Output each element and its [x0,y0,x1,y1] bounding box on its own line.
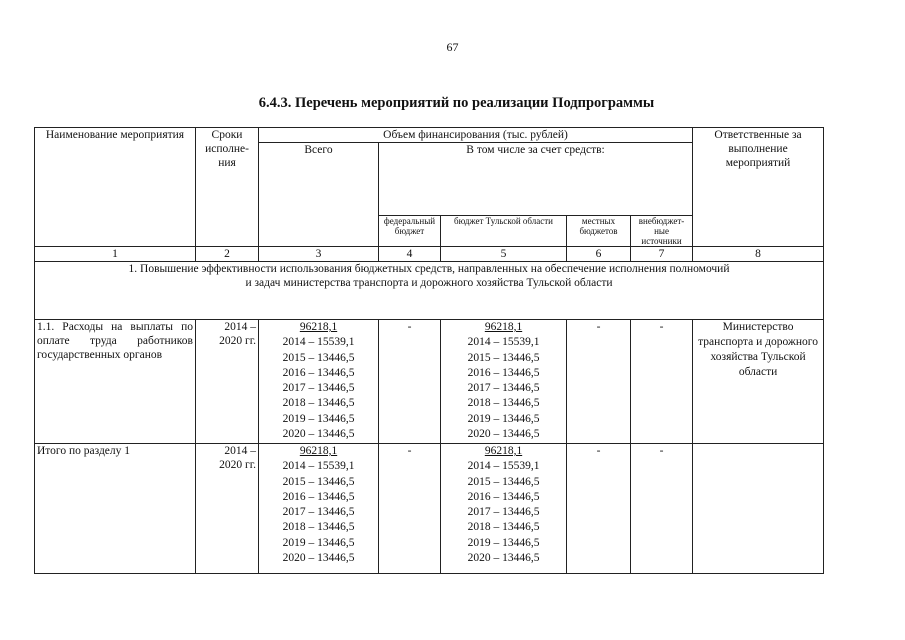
local-cell [567,444,631,574]
table-row [35,320,824,444]
extra-value: - [659,445,664,457]
header-regional: бюджет Тульской области [441,216,567,247]
local-cell [567,320,631,444]
total-value: 96218,1 [299,321,338,333]
column-number: 1 [35,247,196,262]
year-value: 2015 – 13446,5 [467,351,540,364]
year-value: 2019 – 13446,5 [282,536,355,549]
column-number: 3 [259,247,379,262]
header-local: местных бюджетов [567,216,631,247]
period-end: 2020 гг. [219,459,256,471]
year-value: 2017 – 13446,5 [282,506,355,519]
total-value: 96218,1 [299,445,338,457]
section-heading [35,262,824,320]
page-number: 67 [446,40,459,54]
year-value: 2020 – 13446,5 [467,428,540,441]
header-extra: внебюджет-ные источники [631,216,693,247]
federal-value: - [407,321,412,333]
year-value: 2016 – 13446,5 [282,490,355,503]
header-period: Сроки исполне-ния [196,128,259,247]
year-value: 2017 – 13446,5 [467,506,540,519]
year-value: 2020 – 13446,5 [282,552,355,565]
extra-value: - [659,321,664,333]
regional-cell [441,320,567,444]
extra-cell [631,444,693,574]
section-heading-line: и задач министерства транспорта и дорожного хозяйства Тульской области [245,277,613,289]
table-row [35,444,824,574]
year-value: 2018 – 13446,5 [282,397,355,410]
year-value: 2018 – 13446,5 [467,521,540,534]
column-number-row [35,247,824,262]
activity-period [196,444,259,574]
regional-total-value: 96218,1 [484,321,523,333]
year-value: 2019 – 13446,5 [467,536,540,549]
year-value: 2015 – 13446,5 [467,475,540,488]
activities-table [34,127,824,574]
year-value: 2014 – 15539,1 [282,336,355,349]
year-value: 2015 – 13446,5 [282,475,355,488]
year-value: 2017 – 13446,5 [282,382,355,395]
year-value: 2017 – 13446,5 [467,382,540,395]
activity-period [196,320,259,444]
header-total: Всего [259,143,379,247]
section-heading-row [35,262,824,320]
local-value: - [596,445,601,457]
total-cell [259,320,379,444]
section-heading-line: 1. Повышение эффективности использования бюджетных средств, направленных на обеспечение исполнения полномочий [128,263,730,275]
header-funding: Объем финансирования (тыс. рублей) [259,128,693,143]
year-value: 2016 – 13446,5 [467,490,540,503]
year-value: 2014 – 15539,1 [282,460,355,473]
year-value: 2018 – 13446,5 [282,521,355,534]
activity-name: 1.1. Расходы на выплаты по оплате труда работников государственных органов [35,320,196,444]
header-row [35,128,824,143]
responsible-cell [693,444,824,574]
year-value: 2016 – 13446,5 [467,366,540,379]
header-responsible: Ответственные за выполнение мероприятий [693,128,824,247]
local-value: - [596,321,601,333]
column-number: 6 [567,247,631,262]
year-value: 2019 – 13446,5 [467,412,540,425]
responsible-cell: Министерство транспорта и дорожного хозяйства Тульской области [693,320,824,444]
period-start: 2014 – [224,445,256,457]
year-value: 2014 – 15539,1 [467,336,540,349]
year-value: 2020 – 13446,5 [467,552,540,565]
year-value: 2016 – 13446,5 [282,366,355,379]
total-cell [259,444,379,574]
regional-total-value: 96218,1 [484,445,523,457]
year-value: 2018 – 13446,5 [467,397,540,410]
year-value: 2014 – 15539,1 [467,460,540,473]
extra-cell [631,320,693,444]
header-name: Наименование мероприятия [35,128,196,247]
header-federal: федеральный бюджет [379,216,441,247]
activity-name: Итого по разделу 1 [35,444,196,574]
column-number: 8 [693,247,824,262]
column-number: 2 [196,247,259,262]
period-start: 2014 – [224,321,256,333]
column-number: 4 [379,247,441,262]
year-value: 2019 – 13446,5 [282,412,355,425]
federal-cell [379,320,441,444]
header-including: В том числе за счет средств: [379,143,693,216]
year-value: 2020 – 13446,5 [282,428,355,441]
federal-cell [379,444,441,574]
regional-cell [441,444,567,574]
period-end: 2020 гг. [219,335,256,347]
column-number: 5 [441,247,567,262]
federal-value: - [407,445,412,457]
page-title: 6.4.3. Перечень мероприятий по реализации Подпрограммы [258,95,655,111]
column-number: 7 [631,247,693,262]
year-value: 2015 – 13446,5 [282,351,355,364]
